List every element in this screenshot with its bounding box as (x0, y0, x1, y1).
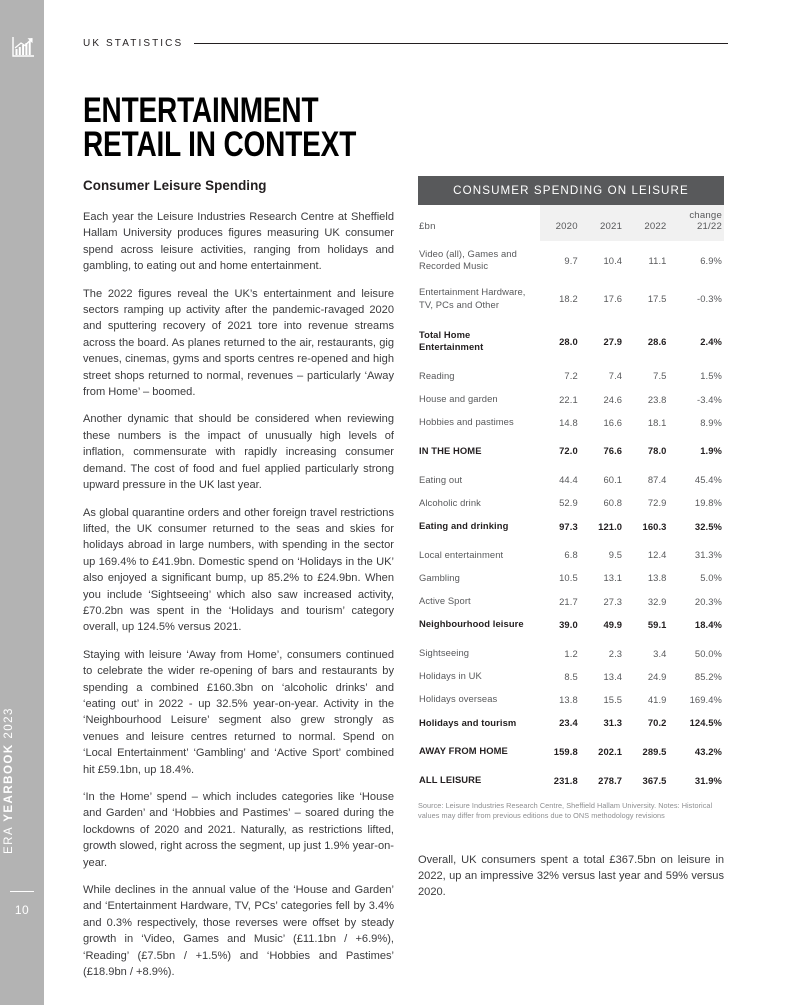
table-row (418, 711, 724, 734)
row-value-2022: 72.9 (647, 497, 667, 509)
column-header-change (673, 205, 724, 241)
row-value-2021: 27.3 (603, 595, 623, 607)
row-value-change: 5.0% (700, 572, 722, 584)
row-value-2020: 97.3 (559, 520, 578, 532)
row-value-change: 85.2% (694, 670, 722, 682)
table-row (418, 434, 724, 463)
consumer-spending-table (418, 205, 724, 792)
article-paragraph: The 2022 figures reveal the UK’s entertainment and leisure sectors ramping up activity after the pandemic-ravaged 2020 and sputtering recovery of 2021 tore into revenue streams across the board. As planes returned to the air, restaurants, gig venues, cinemas, gyms and sports centres re-opened and high street shops returned to normal, revenues – particularly ‘Away from Home’ – boomed. (83, 287, 394, 399)
row-value-2022: 87.4 (647, 474, 667, 486)
row-value-2022: 12.4 (647, 549, 667, 561)
row-value-2021: 9.5 (608, 549, 623, 561)
row-value-change: 1.9% (700, 445, 722, 457)
row-value-2021: 24.6 (603, 393, 623, 405)
row-value-2020: 231.8 (553, 774, 578, 786)
table-title: CONSUMER SPENDING ON LEISURE (418, 176, 724, 205)
table-row (418, 763, 724, 792)
row-label: House and garden (419, 392, 498, 404)
row-label: Video (all), Games and Recorded Music (419, 248, 517, 272)
row-value-2021: 10.4 (603, 254, 623, 266)
row-value-2021: 202.1 (598, 745, 623, 757)
row-value-2020: 21.7 (559, 595, 578, 607)
row-value-2022: 3.4 (653, 647, 667, 659)
table-row (418, 318, 724, 359)
row-value-2021: 13.1 (603, 572, 623, 584)
column-header-unit: £bn (418, 205, 540, 241)
table-header-row (418, 205, 724, 241)
row-value-2020: 52.9 (559, 497, 578, 509)
row-label: Entertainment Hardware, TV, PCs and Other (419, 286, 526, 310)
brand-main: YEARBOOK (3, 743, 15, 822)
column-header-2020: 2020 (540, 205, 584, 241)
row-label: Eating and drinking (419, 519, 509, 531)
row-value-change: 6.9% (700, 254, 722, 266)
row-label: Gambling (419, 571, 460, 583)
row-value-2020: 6.8 (564, 549, 578, 561)
leisure-table-panel (418, 176, 724, 912)
row-value-2021: 121.0 (598, 520, 623, 532)
table-row (418, 636, 724, 665)
table-row (418, 359, 724, 388)
row-value-change: 32.5% (694, 520, 722, 532)
row-label: Total Home Entertainment (419, 328, 484, 353)
row-value-2020: 44.4 (559, 474, 578, 486)
row-value-2020: 22.1 (559, 393, 578, 405)
row-value-2020: 28.0 (559, 335, 578, 347)
article-paragraph: Staying with leisure ‘Away from Home’, consumers continued to celebrate the wider re-opening of bars and restaurants by spending a combined £160.3bn on ‘alcoholic drinks’ and ‘eating out’ in 2022 - up 32.5% year-on-year. Activity in the ‘Neighbourhood Leisure’ segment also grew strongly as venues and leisure centres returned to normal. Spend on ‘Local Entertainment’ ‘Gambling’ and ‘Active Sport’ combined hit £59.1bn, up 18.4%. (83, 648, 394, 776)
change-label-line1: change (689, 210, 722, 221)
row-value-change: 124.5% (689, 717, 722, 729)
row-value-2021: 76.6 (603, 445, 623, 457)
row-label: ALL LEISURE (419, 773, 482, 785)
column-header-2021: 2021 (585, 205, 629, 241)
row-label: Local entertainment (419, 548, 504, 560)
article-subhead: Consumer Leisure Spending (83, 178, 267, 193)
row-value-2021: 49.9 (603, 618, 623, 630)
row-value-2020: 1.2 (564, 647, 578, 659)
row-value-2022: 32.9 (647, 595, 667, 607)
row-value-2022: 23.8 (647, 393, 667, 405)
row-value-change: 19.8% (694, 497, 722, 509)
table-body (418, 241, 724, 792)
row-value-2022: 70.2 (647, 717, 667, 729)
row-value-2021: 2.3 (608, 647, 623, 659)
row-label: Holidays overseas (419, 693, 498, 705)
kicker-label: UK STATISTICS (83, 38, 184, 49)
table-row (418, 387, 724, 410)
page-title: ENTERTAINMENT RETAIL IN CONTEXT (83, 91, 357, 165)
row-label: AWAY FROM HOME (419, 745, 508, 757)
row-value-2022: 24.9 (647, 670, 667, 682)
row-value-2020: 39.0 (559, 618, 578, 630)
row-label: Alcoholic drink (419, 496, 481, 508)
row-value-2021: 16.6 (603, 416, 623, 428)
row-value-2020: 159.8 (553, 745, 578, 757)
row-value-change: 50.0% (694, 647, 722, 659)
change-label-line2: 21/22 (696, 221, 722, 232)
sidebar-divider (10, 891, 34, 892)
row-value-2021: 27.9 (603, 335, 623, 347)
row-value-change: -3.4% (697, 393, 722, 405)
table-row (418, 514, 724, 537)
row-value-2021: 7.4 (608, 370, 623, 382)
section-kicker (83, 38, 728, 49)
article-body (83, 178, 394, 980)
row-value-change: 20.3% (694, 595, 722, 607)
row-value-change: 18.4% (694, 618, 722, 630)
left-sidebar (0, 0, 44, 1005)
row-value-2020: 72.0 (559, 445, 578, 457)
row-value-2020: 9.7 (564, 254, 578, 266)
closing-paragraph: Overall, UK consumers spent a total £367.5bn on leisure in 2022, up an impressive 32% versus last year and 59% versus 2020. (418, 853, 724, 899)
brand-prefix: ERA (3, 821, 15, 854)
row-value-2022: 17.5 (647, 293, 667, 305)
row-value-2021: 278.7 (598, 774, 623, 786)
row-value-2022: 28.6 (647, 335, 667, 347)
row-value-2021: 15.5 (603, 693, 623, 705)
table-row (418, 590, 724, 613)
row-value-2021: 60.1 (603, 474, 623, 486)
row-value-2020: 23.4 (559, 717, 578, 729)
article-paragraph: As global quarantine orders and other foreign travel restrictions lifted, the UK consumer returned to the seas and skies for holidays abroad in large numbers, with spending in the sector up 169.4% to £41.9bn. Domestic spend on ‘Holidays in the UK’ also enjoyed a significant bump, up 85.2% to £24.9bn. When you include ‘Sightseeing’ which also saw increased activity, £70.2bn was spent in the ‘Holidays and tourism’ category overall, up 124.5% versus 2021. (83, 506, 394, 634)
page-number: 10 (14, 903, 30, 917)
row-value-change: -0.3% (697, 293, 722, 305)
row-label: Holidays in UK (419, 670, 482, 682)
table-row (418, 411, 724, 434)
row-value-2020: 7.2 (564, 370, 578, 382)
row-label: Reading (419, 369, 455, 381)
row-value-2020: 10.5 (559, 572, 578, 584)
table-row (418, 491, 724, 514)
article-paragraph: Another dynamic that should be considered when reviewing these numbers is the impact of unusually high levels of inflation, commensurate with rapidly increasing consumer demand. The cost of food and fuel applied particularly strong upward pressure in the UK last year. (83, 413, 394, 492)
row-label: Active Sport (419, 595, 471, 607)
row-label: IN THE HOME (419, 444, 482, 456)
table-row (418, 463, 724, 492)
row-value-2021: 31.3 (603, 717, 623, 729)
row-value-change: 45.4% (694, 474, 722, 486)
row-value-2022: 11.1 (648, 254, 667, 266)
row-value-2022: 13.8 (647, 572, 667, 584)
row-value-2022: 41.9 (647, 693, 667, 705)
row-value-2022: 367.5 (642, 774, 667, 786)
table-source-note: Source: Leisure Industries Research Centre, Sheffield Hallam University. Notes: Historical values may differ from previous editions due to ONS methodology revisions (418, 800, 713, 820)
row-value-change: 8.9% (700, 416, 722, 428)
brand-year: 2023 (3, 707, 15, 744)
column-header-2022: 2022 (629, 205, 673, 241)
table-row (418, 566, 724, 589)
row-value-2022: 7.5 (653, 370, 667, 382)
row-value-change: 1.5% (700, 370, 722, 382)
table-row (418, 279, 724, 317)
row-value-2022: 289.5 (642, 745, 667, 757)
row-value-2021: 13.4 (603, 670, 623, 682)
table-row (418, 613, 724, 636)
row-value-2022: 18.1 (647, 416, 667, 428)
row-value-2020: 14.8 (559, 416, 578, 428)
article-paragraph: Each year the Leisure Industries Research Centre at Sheffield Hallam University produces figures measuring UK consumer spend across leisure activities, ranging from holidays and gambling, to eating out and home entertainment. (83, 211, 394, 273)
bar-chart-trend-icon (11, 36, 35, 58)
kicker-rule (194, 43, 728, 44)
row-value-change: 31.9% (694, 774, 722, 786)
row-label: Neighbourhood leisure (419, 618, 524, 630)
row-label: Hobbies and pastimes (419, 416, 514, 428)
table-row (418, 734, 724, 763)
table-row (418, 241, 724, 279)
row-value-2020: 8.5 (564, 670, 578, 682)
row-value-2022: 160.3 (642, 520, 667, 532)
row-value-2022: 59.1 (647, 618, 667, 630)
table-row (418, 665, 724, 688)
row-label: Holidays and tourism (419, 716, 517, 728)
table-row (418, 538, 724, 567)
row-value-change: 31.3% (694, 549, 722, 561)
row-value-2020: 18.2 (559, 293, 578, 305)
article-paragraph: ‘In the Home’ spend – which includes categories like ‘House and Garden’ and ‘Hobbies and Pastimes’ – soared during the lockdowns of 2020 and 2021. Naturally, as restrictions lifted, growth slowed, right across the segment, up just 1.9% year-on-year. (83, 791, 394, 869)
article-paragraph: While declines in the annual value of the ‘House and Garden’ and ‘Entertainment Hardware, TV, PCs’ categories fell by 3.4% and 0.3% respectively, those reverses were offset by steady growth in ‘Video, Games and Music’ (£11.1bn / +6.9%), ‘Reading’ (£7.5bn / +1.5%) and ‘Hobbies and Pastimes’ (£18.9bn / +8.9%). (83, 884, 394, 979)
row-value-change: 169.4% (689, 693, 722, 705)
row-value-2020: 13.8 (559, 693, 578, 705)
row-value-change: 2.4% (700, 335, 722, 347)
row-value-2021: 17.6 (603, 293, 623, 305)
row-value-change: 43.2% (694, 745, 722, 757)
row-value-2021: 60.8 (603, 497, 623, 509)
table-row (418, 688, 724, 711)
row-label: Eating out (419, 473, 463, 485)
row-value-2022: 78.0 (647, 445, 667, 457)
row-label: Sightseeing (419, 646, 470, 658)
